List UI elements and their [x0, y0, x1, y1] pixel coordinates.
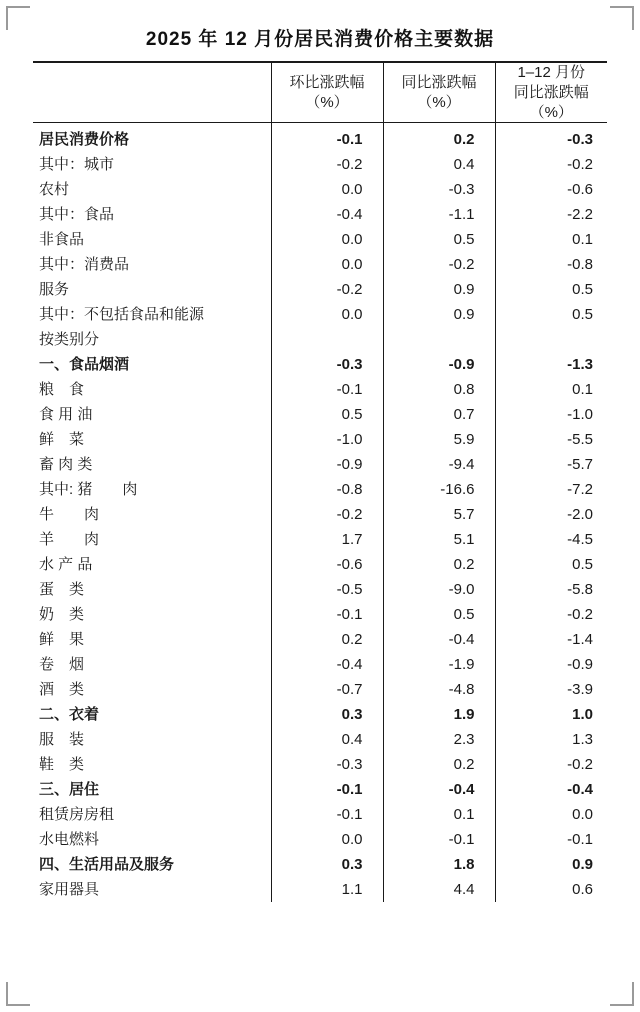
- cell-yoy: -16.6: [383, 477, 495, 502]
- cell-cumulative: 0.5: [572, 306, 593, 324]
- cell-mom: -0.1: [271, 602, 383, 627]
- cell-cumulative: 0.0: [572, 806, 593, 824]
- row-label: 水 产 品: [33, 552, 271, 577]
- cell-cumulative: [495, 327, 607, 352]
- row-label: 其中：城市: [33, 152, 271, 177]
- table-row: [33, 852, 607, 877]
- cell-yoy: 4.4: [383, 877, 495, 902]
- column-header-mom-line2: （%）: [305, 93, 349, 111]
- cell-yoy: -0.1: [383, 827, 495, 852]
- table-row: [33, 452, 607, 477]
- table-row: [33, 602, 607, 627]
- cell-mom: -0.3: [271, 352, 383, 377]
- row-label: 居民消费价格: [33, 123, 271, 153]
- cell-yoy: -0.2: [383, 252, 495, 277]
- crop-mark-bottom-right: [610, 982, 634, 1006]
- cell-cumulative: -5.8: [567, 581, 593, 599]
- column-header-cumulative-line1: 1–12 月份: [517, 64, 586, 81]
- table-row: [33, 677, 607, 702]
- row-label: 鞋 类: [33, 752, 271, 777]
- cell-mom: -0.2: [271, 277, 383, 302]
- row-label: 其中：不包括食品和能源: [33, 302, 271, 327]
- table-row: [33, 802, 607, 827]
- cell-yoy: -9.0: [383, 577, 495, 602]
- cell-cumulative: -0.3: [567, 131, 593, 149]
- cell-mom: -0.5: [271, 577, 383, 602]
- row-label: 非食品: [33, 227, 271, 252]
- cell-cumulative: 0.6: [572, 881, 593, 899]
- row-label: 鲜 果: [33, 627, 271, 652]
- column-header-label: [33, 62, 271, 123]
- cell-cumulative: -2.2: [567, 206, 593, 224]
- cell-yoy: 0.4: [383, 152, 495, 177]
- table-row: [33, 402, 607, 427]
- cell-mom: 0.5: [271, 402, 383, 427]
- cell-cumulative: 0.1: [572, 231, 593, 249]
- cell-mom: [271, 327, 383, 352]
- cell-cumulative: 0.1: [572, 381, 593, 399]
- cell-yoy: 5.1: [383, 527, 495, 552]
- cell-cumulative: -0.2: [567, 606, 593, 624]
- cell-cumulative: -0.2: [567, 156, 593, 174]
- row-label: 酒 类: [33, 677, 271, 702]
- cell-yoy: 5.9: [383, 427, 495, 452]
- table-body: [33, 123, 607, 903]
- row-label: 四、生活用品及服务: [33, 852, 271, 877]
- table-row: [33, 327, 607, 352]
- cell-yoy: [383, 327, 495, 352]
- cell-yoy: 1.9: [383, 702, 495, 727]
- table-row: [33, 202, 607, 227]
- table-row: [33, 752, 607, 777]
- cell-mom: -0.8: [271, 477, 383, 502]
- table-row: [33, 477, 607, 502]
- cell-mom: 0.0: [271, 302, 383, 327]
- cell-mom: -0.9: [271, 452, 383, 477]
- cell-yoy: 5.7: [383, 502, 495, 527]
- cell-cumulative: -5.7: [567, 456, 593, 474]
- row-label: 奶 类: [33, 602, 271, 627]
- row-label: 食 用 油: [33, 402, 271, 427]
- row-label: 家用器具: [33, 877, 271, 902]
- row-label: 服务: [33, 277, 271, 302]
- cell-mom: -0.4: [271, 202, 383, 227]
- cell-yoy: -0.9: [383, 352, 495, 377]
- table-row: [33, 527, 607, 552]
- page-title: 2025 年 12 月份居民消费价格主要数据: [145, 29, 495, 50]
- row-label: 三、居住: [33, 777, 271, 802]
- table-row: [33, 502, 607, 527]
- cell-cumulative: 0.9: [572, 856, 593, 874]
- cell-mom: -0.7: [271, 677, 383, 702]
- cell-cumulative: -2.0: [567, 506, 593, 524]
- row-label: 粮 食: [33, 377, 271, 402]
- cell-cumulative: -0.4: [567, 781, 593, 799]
- cell-mom: 0.2: [271, 627, 383, 652]
- column-header-yoy: [383, 62, 495, 123]
- cell-mom: 0.3: [271, 852, 383, 877]
- cell-mom: -0.1: [271, 777, 383, 802]
- cell-mom: -0.6: [271, 552, 383, 577]
- column-header-mom: [271, 62, 383, 123]
- cell-mom: 0.0: [271, 227, 383, 252]
- column-header-yoy-line1: 同比涨跌幅: [401, 73, 477, 91]
- cell-mom: -0.1: [271, 123, 383, 153]
- table-row: [33, 552, 607, 577]
- cell-cumulative: -1.3: [567, 356, 593, 374]
- cell-yoy: -0.4: [383, 777, 495, 802]
- cell-yoy: 0.1: [383, 802, 495, 827]
- row-label: 水电燃料: [33, 827, 271, 852]
- table-row: [33, 152, 607, 177]
- cell-cumulative: -0.6: [567, 181, 593, 199]
- table-row: [33, 352, 607, 377]
- table-row: [33, 252, 607, 277]
- cell-yoy: 0.7: [383, 402, 495, 427]
- cell-mom: -0.1: [271, 377, 383, 402]
- cell-yoy: 0.2: [383, 123, 495, 153]
- column-header-yoy-line2: （%）: [417, 93, 461, 111]
- cell-yoy: 0.8: [383, 377, 495, 402]
- cell-mom: 0.3: [271, 702, 383, 727]
- table-row: [33, 727, 607, 752]
- table-row: [33, 123, 607, 153]
- cell-yoy: 0.5: [383, 602, 495, 627]
- row-label: 农村: [33, 177, 271, 202]
- table-row: [33, 377, 607, 402]
- table-row: [33, 577, 607, 602]
- cell-cumulative: 0.5: [572, 281, 593, 299]
- table-row: [33, 427, 607, 452]
- cell-cumulative: -5.5: [567, 431, 593, 449]
- cpi-data-table: [33, 61, 607, 902]
- cell-cumulative: 1.3: [572, 731, 593, 749]
- table-row: [33, 227, 607, 252]
- row-label: 卷 烟: [33, 652, 271, 677]
- cell-mom: -1.0: [271, 427, 383, 452]
- row-label: 按类别分: [33, 327, 271, 352]
- cell-mom: 0.0: [271, 177, 383, 202]
- table-row: [33, 827, 607, 852]
- cell-cumulative: -0.9: [567, 656, 593, 674]
- table-header: [33, 62, 607, 123]
- row-label: 其中: 猪 肉: [33, 477, 271, 502]
- cell-cumulative: -0.8: [567, 256, 593, 274]
- table-row: [33, 177, 607, 202]
- row-label: 服 装: [33, 727, 271, 752]
- cell-cumulative: 1.0: [572, 706, 593, 724]
- crop-mark-top-right: [610, 6, 634, 30]
- row-label: 二、衣着: [33, 702, 271, 727]
- table-row: [33, 302, 607, 327]
- cell-yoy: 0.5: [383, 227, 495, 252]
- row-label: 畜 肉 类: [33, 452, 271, 477]
- cell-yoy: 0.9: [383, 277, 495, 302]
- column-header-cumulative-line3: （%）: [529, 103, 573, 121]
- row-label: 其中：消费品: [33, 252, 271, 277]
- cell-yoy: -1.9: [383, 652, 495, 677]
- cell-yoy: -0.4: [383, 627, 495, 652]
- column-header-mom-line1: 环比涨跌幅: [289, 73, 365, 91]
- row-label: 租赁房房租: [33, 802, 271, 827]
- row-label: 一、食品烟酒: [33, 352, 271, 377]
- row-label: 羊 肉: [33, 527, 271, 552]
- cell-mom: -0.3: [271, 752, 383, 777]
- cell-mom: 0.0: [271, 252, 383, 277]
- cell-yoy: 1.8: [383, 852, 495, 877]
- crop-mark-bottom-left: [6, 982, 30, 1006]
- cell-cumulative: -1.0: [567, 406, 593, 424]
- cell-mom: -0.1: [271, 802, 383, 827]
- cell-cumulative: -1.4: [567, 631, 593, 649]
- cell-yoy: -9.4: [383, 452, 495, 477]
- cell-mom: 0.0: [271, 827, 383, 852]
- cell-yoy: -0.3: [383, 177, 495, 202]
- cell-mom: -0.4: [271, 652, 383, 677]
- cell-mom: 1.7: [271, 527, 383, 552]
- column-header-cumulative: [495, 62, 607, 123]
- table-row: [33, 877, 607, 902]
- cell-yoy: 0.9: [383, 302, 495, 327]
- row-label: 牛 肉: [33, 502, 271, 527]
- cell-mom: 1.1: [271, 877, 383, 902]
- cell-mom: -0.2: [271, 502, 383, 527]
- cell-cumulative: -7.2: [567, 481, 593, 499]
- row-label: 鲜 菜: [33, 427, 271, 452]
- row-label: 其中：食品: [33, 202, 271, 227]
- cell-yoy: 0.2: [383, 552, 495, 577]
- crop-mark-top-left: [6, 6, 30, 30]
- cell-mom: -0.2: [271, 152, 383, 177]
- cell-cumulative: -3.9: [567, 681, 593, 699]
- table-row: [33, 777, 607, 802]
- cell-cumulative: -4.5: [567, 531, 593, 549]
- cell-yoy: 2.3: [383, 727, 495, 752]
- table-row: [33, 652, 607, 677]
- cell-cumulative: 0.5: [572, 556, 593, 574]
- column-header-cumulative-line2: 同比涨跌幅: [513, 83, 589, 101]
- table-row: [33, 702, 607, 727]
- cell-yoy: 0.2: [383, 752, 495, 777]
- cell-yoy: -1.1: [383, 202, 495, 227]
- table-row: [33, 627, 607, 652]
- cell-mom: 0.4: [271, 727, 383, 752]
- cell-cumulative: -0.1: [567, 831, 593, 849]
- table-row: [33, 277, 607, 302]
- cell-yoy: -4.8: [383, 677, 495, 702]
- row-label: 蛋 类: [33, 577, 271, 602]
- cell-cumulative: -0.2: [567, 756, 593, 774]
